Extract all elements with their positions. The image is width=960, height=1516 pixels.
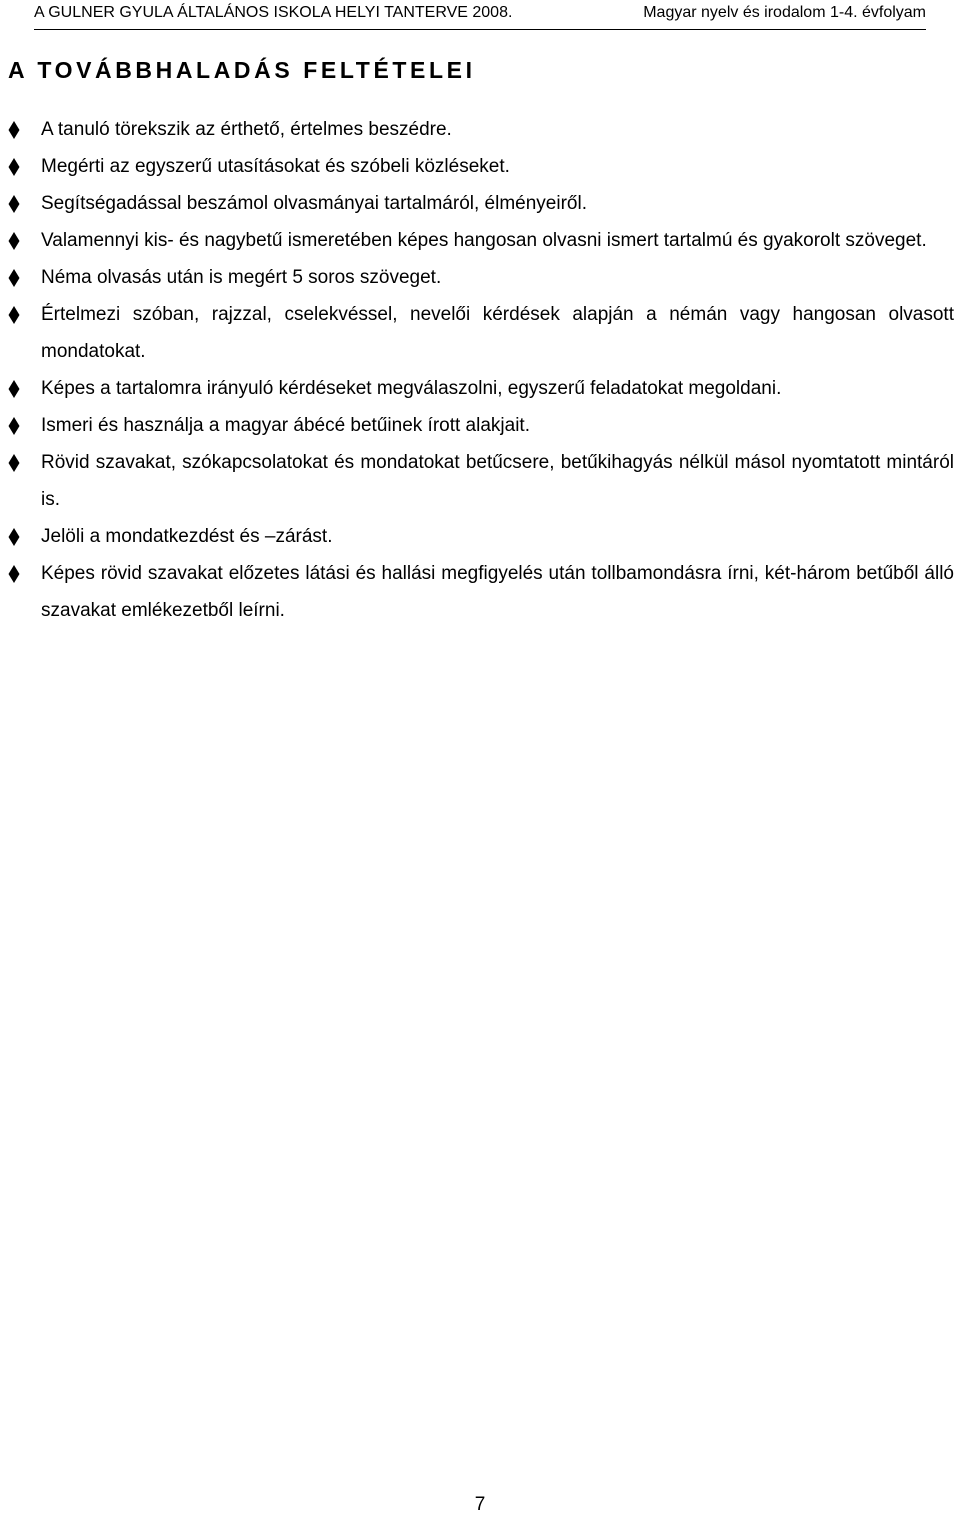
requirement-text: Rövid szavakat, szókapcsolatokat és mondatokat betűcsere, betűkihagyás nélkül másol nyomtatott mintáról is. <box>41 452 954 510</box>
header-subject: Magyar nyelv és irodalom 1-4. évfolyam <box>643 4 926 21</box>
diamond-bullet-icon <box>8 379 20 399</box>
diamond-bullet-icon <box>8 453 20 473</box>
requirement-text: Képes a tartalomra irányuló kérdéseket megválaszolni, egyszerű feladatokat megoldani. <box>41 378 782 399</box>
requirement-item <box>0 222 960 259</box>
requirement-item <box>0 444 960 518</box>
requirement-item <box>0 185 960 222</box>
requirement-text: Megérti az egyszerű utasításokat és szóbeli közléseket. <box>41 156 510 177</box>
diamond-bullet-icon <box>8 157 20 177</box>
page-header <box>34 0 926 30</box>
page-number: 7 <box>474 1494 486 1515</box>
requirement-text: Segítségadással beszámol olvasmányai tartalmáról, élményeiről. <box>41 193 587 214</box>
requirement-item <box>0 518 960 555</box>
diamond-bullet-icon <box>8 231 20 251</box>
requirement-text: Képes rövid szavakat előzetes látási és hallási megfigyelés után tollbamondásra írni, két-három betűből álló szavakat emlékezetből leírni. <box>41 563 954 621</box>
requirement-item <box>0 259 960 296</box>
requirements-list <box>0 111 960 629</box>
diamond-bullet-icon <box>8 564 20 584</box>
diamond-bullet-icon <box>8 527 20 547</box>
requirement-text: Jelöli a mondatkezdést és –zárást. <box>41 526 333 547</box>
requirement-item <box>0 370 960 407</box>
requirement-text: Ismeri és használja a magyar ábécé betűinek írott alakjait. <box>41 415 530 436</box>
diamond-bullet-icon <box>8 268 20 288</box>
requirement-text: Értelmezi szóban, rajzzal, cselekvéssel, nevelői kérdések alapján a némán vagy hangosan olvasott mondatokat. <box>41 304 954 362</box>
requirement-item <box>0 148 960 185</box>
requirement-item <box>0 296 960 370</box>
diamond-bullet-icon <box>8 120 20 140</box>
requirement-text: Valamennyi kis- és nagybetű ismeretében képes hangosan olvasni ismert tartalmú és gyakorolt szöveget. <box>41 230 927 251</box>
requirement-text: Néma olvasás után is megért 5 soros szöveget. <box>41 267 442 288</box>
requirement-item <box>0 407 960 444</box>
diamond-bullet-icon <box>8 305 20 325</box>
requirement-text: A tanuló törekszik az érthető, értelmes beszédre. <box>41 119 452 140</box>
section-heading: A TOVÁBBHALADÁS FELTÉTELEI <box>8 57 476 83</box>
requirement-item <box>0 555 960 629</box>
diamond-bullet-icon <box>8 194 20 214</box>
requirement-item <box>0 111 960 148</box>
diamond-bullet-icon <box>8 416 20 436</box>
header-school-title: A GULNER GYULA ÁLTALÁNOS ISKOLA HELYI TANTERVE 2008. <box>34 4 513 21</box>
